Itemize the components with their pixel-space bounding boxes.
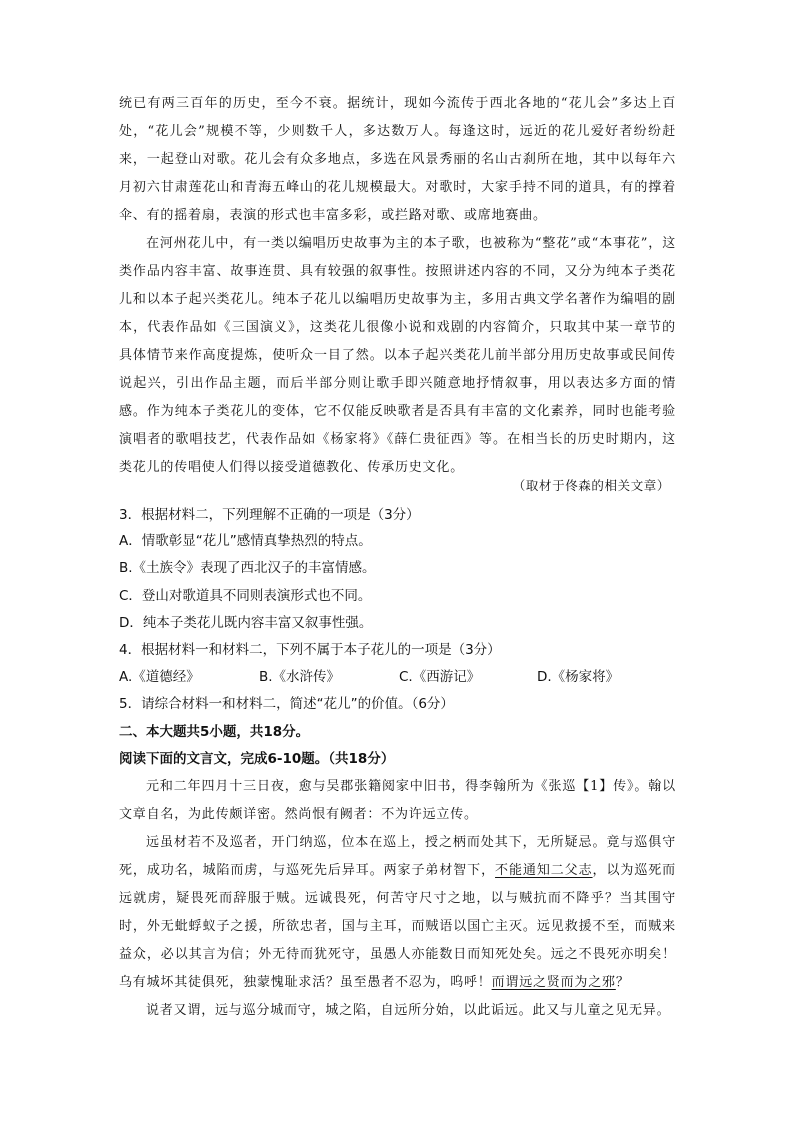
question-4-stem: 4．根据材料一和材料二，下列不属于本子花儿的一项是（3分） [119,642,501,658]
classical-text-segment: ？ [615,975,630,990]
classical-text-segment: ，以为巡死而远就虏，疑畏死而辞服于贼。远诚畏死，何苦守尺寸之地，以与贼抗而不降乎？当其围守时，外无蚍蜉蚁子之援，所欲忠者，国与主耳，而贼语以国亡主灭。远见救援不至，而贼来益众，必以其言为信；外无待而犹死守，虽愚人亦能数日而知死处矣。远之不畏死亦明矣！乌有城坏其徒俱死，独蒙愧耻求活？虽至愚者不忍为，呜呼！ [119,863,676,990]
classical-text-segment: 远虽材若不及巡者，开门纳巡，位本在巡上，授之柄而处其下，无所疑忌。竟与巡俱守死，成功名，城陷而虏，与巡死先后异耳。两家子弟材智下， [119,835,676,878]
section-2-heading: 二、本大题共5小题，共18分。 [119,724,310,740]
question-4-option-d: D.《杨家将》 [537,669,620,685]
question-4-option-b: B.《水浒传》 [259,669,341,685]
classical-paragraph-3: 说者又谓，远与巡分城而守，城之陷，自远所分始，以此诟远。此又与儿童之见无异。 [146,1003,671,1018]
underlined-phrase-2: 而谓远之贤而为之邪 [491,975,616,990]
source-citation: （取材于佟森的相关文章） [512,478,670,493]
material2-paragraph-2: 在河州花儿中，有一类以编唱历史故事为主的本子歌，也被称为“整花”或“本事花”，这类作品内容丰富、故事连贯、具有较强的叙事性。按照讲述内容的不同，又分为纯本子类花儿和以本子起兴类花儿。纯本子花儿以编唱历史故事为主，多用古典文学名著作为编唱的剧本，代表作品如《三国演义》，这类花儿很像小说和戏剧的内容简介，只取其中某一章节的具体情节来作高度提炼，使听众一目了然。以本子起兴类花儿前半部分用历史故事或民间传说起兴，引出作品主题，而后半部分则让歌手即兴随意地抒情叙事，用以表达多方面的情感。作为纯本子类花儿的变体，它不仅能反映歌者是否具有丰富的文化素养，同时也能考验演唱者的歌唱技艺，代表作品如《杨家将》《薛仁贵征西》等。在相当长的历史时期内，这类花儿的传唱使人们得以接受道德教化、传承历史文化。 [119,236,676,475]
question-3-stem: 3．根据材料二，下列理解不正确的一项是（3分） [119,507,420,523]
question-3-option-c: C．登山对歌道具不同则表演形式也不同。 [119,588,372,604]
question-4-option-a: A.《道德经》 [119,669,200,685]
material2-paragraph-1: 统已有两三百年的历史，至今不衰。据统计，现如今流传于西北各地的“花儿会”多达上百处，“花儿会”规模不等，少则数千人，多达数万人。每逢这时，远近的花儿爱好者纷纷赶来，一起登山对歌。花儿会有众多地点，多选在风景秀丽的名山古刹所在地，其中以每年六月初六甘肃莲花山和青海五峰山的花儿规模最大。对歌时，大家手持不同的道具，有的撑着伞、有的摇着扇，表演的形式也丰富多彩，或拦路对歌、或席地赛曲。 [119,96,676,223]
question-4-options [119,664,679,690]
classical-paragraph-2 [119,829,676,997]
section-2-instruction: 阅读下面的文言文，完成6-10题。（共18分） [119,751,395,767]
question-3-option-d: D．纯本子类花儿既内容丰富又叙事性强。 [119,615,373,631]
question-5-stem: 5．请综合材料一和材料二，简述“花儿”的价值。（6分） [119,696,454,712]
underlined-phrase-1: 不能通知二父志 [495,863,593,878]
question-3-option-b: B.《土族令》表现了西北汉子的丰富情感。 [119,560,376,576]
question-3-option-a: A．情歌彰显“花儿”感情真挚热烈的特点。 [119,533,372,549]
question-4-option-c: C.《西游记》 [399,669,481,685]
classical-paragraph-1: 元和二年四月十三日夜，愈与吴郡张籍阅家中旧书，得李翰所为《张巡【1】传》。翰以文章自名，为此传颇详密。然尚恨有阙者：不为许远立传。 [119,779,676,822]
